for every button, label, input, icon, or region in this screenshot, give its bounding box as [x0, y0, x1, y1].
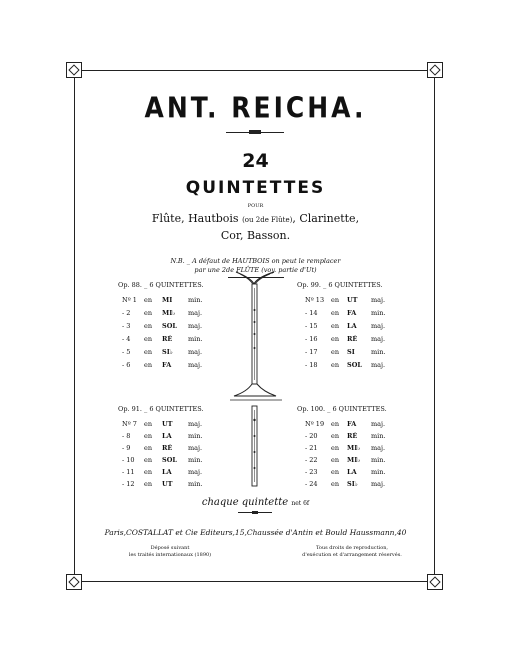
- quintet-number: - 4: [122, 335, 131, 343]
- note-line-2: par une 2de FLÛTE (voy. partie d'Ut): [194, 266, 317, 274]
- quintet-en: en: [144, 456, 153, 464]
- quintet-key: MI♭: [347, 456, 361, 464]
- quintet-en: en: [144, 309, 153, 317]
- quintet-number: - 20: [305, 432, 318, 440]
- quintet-mode: maj.: [188, 309, 203, 317]
- quintet-number: - 23: [305, 468, 318, 476]
- price-rule: [238, 512, 272, 513]
- quintet-number: - 8: [122, 432, 131, 440]
- quintet-en: en: [331, 468, 340, 476]
- section-heading-op91: Op. 91. _ 6 QUINTETTES.: [118, 405, 204, 413]
- deposit-line-1: Déposé suivant: [150, 545, 190, 551]
- quintet-number: - 17: [305, 348, 318, 356]
- quintet-key: SOL: [347, 361, 362, 369]
- quintet-en: en: [331, 480, 340, 488]
- quintet-mode: min.: [371, 348, 386, 356]
- corner-ornament-bottom-left: [66, 574, 82, 590]
- instrumentation-part-a: Flûte, Hautbois: [151, 212, 239, 225]
- quintet-en: en: [331, 296, 340, 304]
- corner-ornament-top-right: [427, 62, 443, 78]
- quintet-mode: maj.: [371, 322, 386, 330]
- quintet-key: LA: [347, 468, 357, 476]
- quintet-mode: min.: [188, 480, 203, 488]
- quintet-key: UT: [162, 480, 173, 488]
- quintet-key: LA: [347, 322, 357, 330]
- quintet-mode: maj.: [371, 420, 386, 428]
- rights-line-2: d'exécution et d'arrangement réservés.: [302, 552, 402, 558]
- quintet-number: - 12: [122, 480, 135, 488]
- quintet-key: MI♭: [347, 444, 361, 452]
- corner-ornament-top-left: [66, 62, 82, 78]
- work-count: 24: [242, 150, 269, 172]
- instrumentation-part-b: (ou 2de Flûte): [242, 216, 293, 224]
- quintet-key: UT: [162, 420, 173, 428]
- deposit-notice: [110, 545, 230, 559]
- quintet-mode: min.: [371, 468, 386, 476]
- quintet-en: en: [331, 322, 340, 330]
- quintet-number: Nº 19: [305, 420, 325, 428]
- quintet-key: RÉ: [347, 432, 358, 440]
- rights-line-1: Tous droits de reproduction,: [315, 545, 389, 551]
- quintet-en: en: [331, 456, 340, 464]
- quintet-key: FA: [162, 361, 172, 369]
- quintet-en: en: [331, 309, 340, 317]
- quintet-mode: min.: [371, 309, 386, 317]
- quintet-mode: maj.: [188, 444, 203, 452]
- instrumentation-part-c: , Clarinette,: [292, 212, 360, 225]
- quintet-en: en: [144, 322, 153, 330]
- quintet-number: - 6: [122, 361, 131, 369]
- quintet-mode: maj.: [371, 296, 386, 304]
- quintet-en: en: [144, 296, 153, 304]
- quintet-mode: maj.: [371, 444, 386, 452]
- quintet-key: SI: [347, 348, 355, 356]
- quintet-en: en: [144, 335, 153, 343]
- price-text: chaque quintette: [201, 497, 289, 508]
- quintet-number: - 14: [305, 309, 318, 317]
- instrumentation-line-2: Cor, Basson.: [220, 229, 291, 242]
- price-line: [0, 497, 511, 508]
- quintet-en: en: [331, 361, 340, 369]
- quintet-mode: maj.: [188, 468, 203, 476]
- quintet-mode: maj.: [188, 361, 203, 369]
- quintet-key: LA: [162, 432, 172, 440]
- quintet-number: - 10: [122, 456, 135, 464]
- section-heading-op88: Op. 88. _ 6 QUINTETTES.: [118, 281, 204, 289]
- flute-illustration: [228, 270, 284, 490]
- section-heading-op100: Op. 100. _ 6 QUINTETTES.: [297, 405, 387, 413]
- quintet-mode: maj.: [371, 480, 386, 488]
- quintet-en: en: [331, 335, 340, 343]
- instrumentation-line-1: [0, 212, 511, 225]
- quintet-number: - 21: [305, 444, 318, 452]
- quintet-number: Nº 1: [122, 296, 137, 304]
- quintet-number: - 2: [122, 309, 131, 317]
- quintet-mode: maj.: [371, 335, 386, 343]
- price-net: net 6f: [291, 500, 310, 507]
- quintet-key: MI: [162, 296, 173, 304]
- quintet-key: MI♭: [162, 309, 176, 317]
- quintet-key: RÉ: [347, 335, 358, 343]
- quintet-mode: maj.: [188, 348, 203, 356]
- quintet-mode: maj.: [188, 322, 203, 330]
- quintet-en: en: [144, 432, 153, 440]
- quintet-key: SI♭: [162, 348, 173, 356]
- quintet-number: - 5: [122, 348, 131, 356]
- quintet-mode: min.: [371, 432, 386, 440]
- quintet-key: SI♭: [347, 480, 358, 488]
- quintet-number: Nº 7: [122, 420, 137, 428]
- quintet-key: SOL: [162, 456, 177, 464]
- quintet-key: FA: [347, 420, 357, 428]
- composer-name: ANT. REICHA.: [144, 90, 367, 125]
- publisher-imprint: Paris,COSTALLAT et Cie Editeurs,15,Chaussée d'Antin et Bould Haussmann,40: [104, 528, 407, 537]
- quintet-en: en: [144, 444, 153, 452]
- quintet-number: - 3: [122, 322, 131, 330]
- rights-notice: [302, 545, 402, 559]
- quintet-mode: maj.: [188, 420, 203, 428]
- quintet-key: RÉ: [162, 335, 173, 343]
- quintet-en: en: [144, 420, 153, 428]
- quintet-mode: min.: [188, 432, 203, 440]
- quintet-key: LA: [162, 468, 172, 476]
- deposit-line-2: les traités internationaux (1890): [128, 552, 212, 558]
- pour-label: POUR: [247, 203, 264, 209]
- quintet-mode: min.: [371, 456, 386, 464]
- quintet-key: FA: [347, 309, 357, 317]
- quintet-number: - 11: [122, 468, 135, 476]
- quintet-en: en: [144, 468, 153, 476]
- work-title: QUINTETTES: [185, 178, 326, 198]
- quintet-number: - 16: [305, 335, 318, 343]
- corner-ornament-bottom-right: [427, 574, 443, 590]
- quintet-number: - 15: [305, 322, 318, 330]
- quintet-en: en: [144, 361, 153, 369]
- quintet-en: en: [331, 432, 340, 440]
- quintet-en: en: [331, 444, 340, 452]
- quintet-mode: min.: [188, 296, 203, 304]
- quintet-key: UT: [347, 296, 358, 304]
- section-heading-op99: Op. 99. _ 6 QUINTETTES.: [297, 281, 383, 289]
- note-line-1: N.B. _ A défaut de HAUTBOIS on peut le remplacer: [170, 257, 341, 265]
- quintet-mode: maj.: [371, 361, 386, 369]
- quintet-number: - 18: [305, 361, 318, 369]
- quintet-number: - 24: [305, 480, 318, 488]
- quintet-number: - 22: [305, 456, 318, 464]
- quintet-number: Nº 13: [305, 296, 325, 304]
- quintet-en: en: [331, 420, 340, 428]
- quintet-en: en: [331, 348, 340, 356]
- quintet-key: RÉ: [162, 444, 173, 452]
- quintet-en: en: [144, 480, 153, 488]
- quintet-number: - 9: [122, 444, 131, 452]
- quintet-mode: min.: [188, 335, 203, 343]
- title-rule: [226, 132, 284, 133]
- quintet-mode: min.: [188, 456, 203, 464]
- quintet-key: SOL: [162, 322, 177, 330]
- quintet-en: en: [144, 348, 153, 356]
